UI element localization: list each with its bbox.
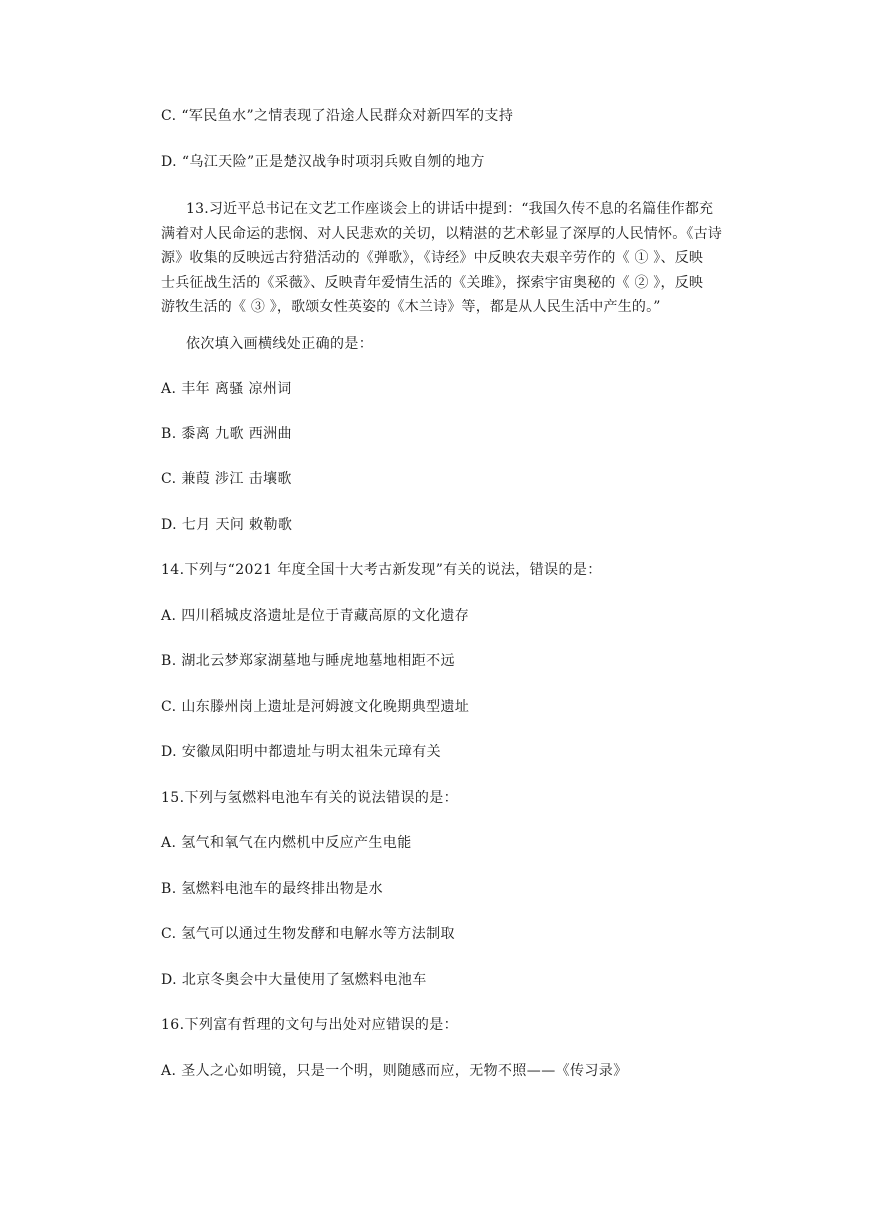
prev-option-c: C. “军民鱼水”之情表现了沿途人民群众对新四军的支持	[161, 108, 514, 124]
question-13-line-1: 13.习近平总书记在文艺工作座谈会上的讲话中提到：“我国久传不息的名篇佳作都充	[186, 201, 714, 217]
question-14-option-c: C. 山东滕州岗上遗址是河姆渡文化晚期典型遗址	[161, 699, 470, 715]
question-16-option-a: A. 圣人之心如明镜，只是一个明，则随感而应，无物不照——《传习录》	[161, 1063, 628, 1079]
question-14-option-d: D. 安徽凤阳明中都遗址与明太祖朱元璋有关	[161, 744, 442, 760]
question-13-line-3: 源》收集的反映远古狩猎活动的《弹歌》，《诗经》中反映农夫艰辛劳作的《 ① 》、反映	[161, 250, 704, 267]
question-13-stem	[161, 197, 743, 320]
question-15-stem: 15.下列与氢燃料电池车有关的说法错误的是：	[161, 790, 459, 806]
prev-option-d: D. “乌江天险”正是楚汉战争时项羽兵败自刎的地方	[161, 154, 485, 170]
question-13-option-a: A. 丰年 离骚 凉州词	[161, 381, 292, 397]
question-13-option-c: C. 兼葭 涉江 击壤歌	[161, 471, 292, 487]
question-14-option-a: A. 四川稻城皮洛遗址是位于青藏高原的文化遗存	[161, 608, 470, 624]
question-15-option-b: B. 氢燃料电池车的最终排出物是水	[161, 881, 383, 897]
question-13-instruction: 依次填入画横线处正确的是：	[186, 336, 374, 352]
question-13-line-5: 游牧生活的《 ③ 》，歌颂女性英姿的《木兰诗》等，都是从人民生活中产生的。”	[161, 299, 661, 316]
question-14-stem: 14.下列与“2021 年度全国十大考古新发现”有关的说法，错误的是：	[161, 562, 602, 578]
question-15-option-a: A. 氢气和氧气在内燃机中反应产生电能	[161, 835, 412, 851]
question-13-option-d: D. 七月 天问 敕勒歌	[161, 517, 293, 533]
question-15-option-c: C. 氢气可以通过生物发酵和电解水等方法制取	[161, 926, 455, 942]
question-15-option-d: D. 北京冬奥会中大量使用了氢燃料电池车	[161, 972, 427, 988]
question-13-option-b: B. 黍离 九歌 西洲曲	[161, 426, 292, 442]
question-16-stem: 16.下列富有哲理的文句与出处对应错误的是：	[161, 1017, 459, 1033]
question-13-line-4: 士兵征战生活的《采薇》、反映青年爱情生活的《关雎》，探索宇宙奥秘的《 ② 》，反映	[161, 274, 704, 291]
question-14-option-b: B. 湖北云梦郑家湖墓地与睡虎地墓地相距不远	[161, 653, 455, 669]
question-13-line-2: 满着对人民命运的悲悯、对人民悲欢的关切，以精湛的艺术彰显了深厚的人民情怀。《古诗	[161, 225, 722, 242]
